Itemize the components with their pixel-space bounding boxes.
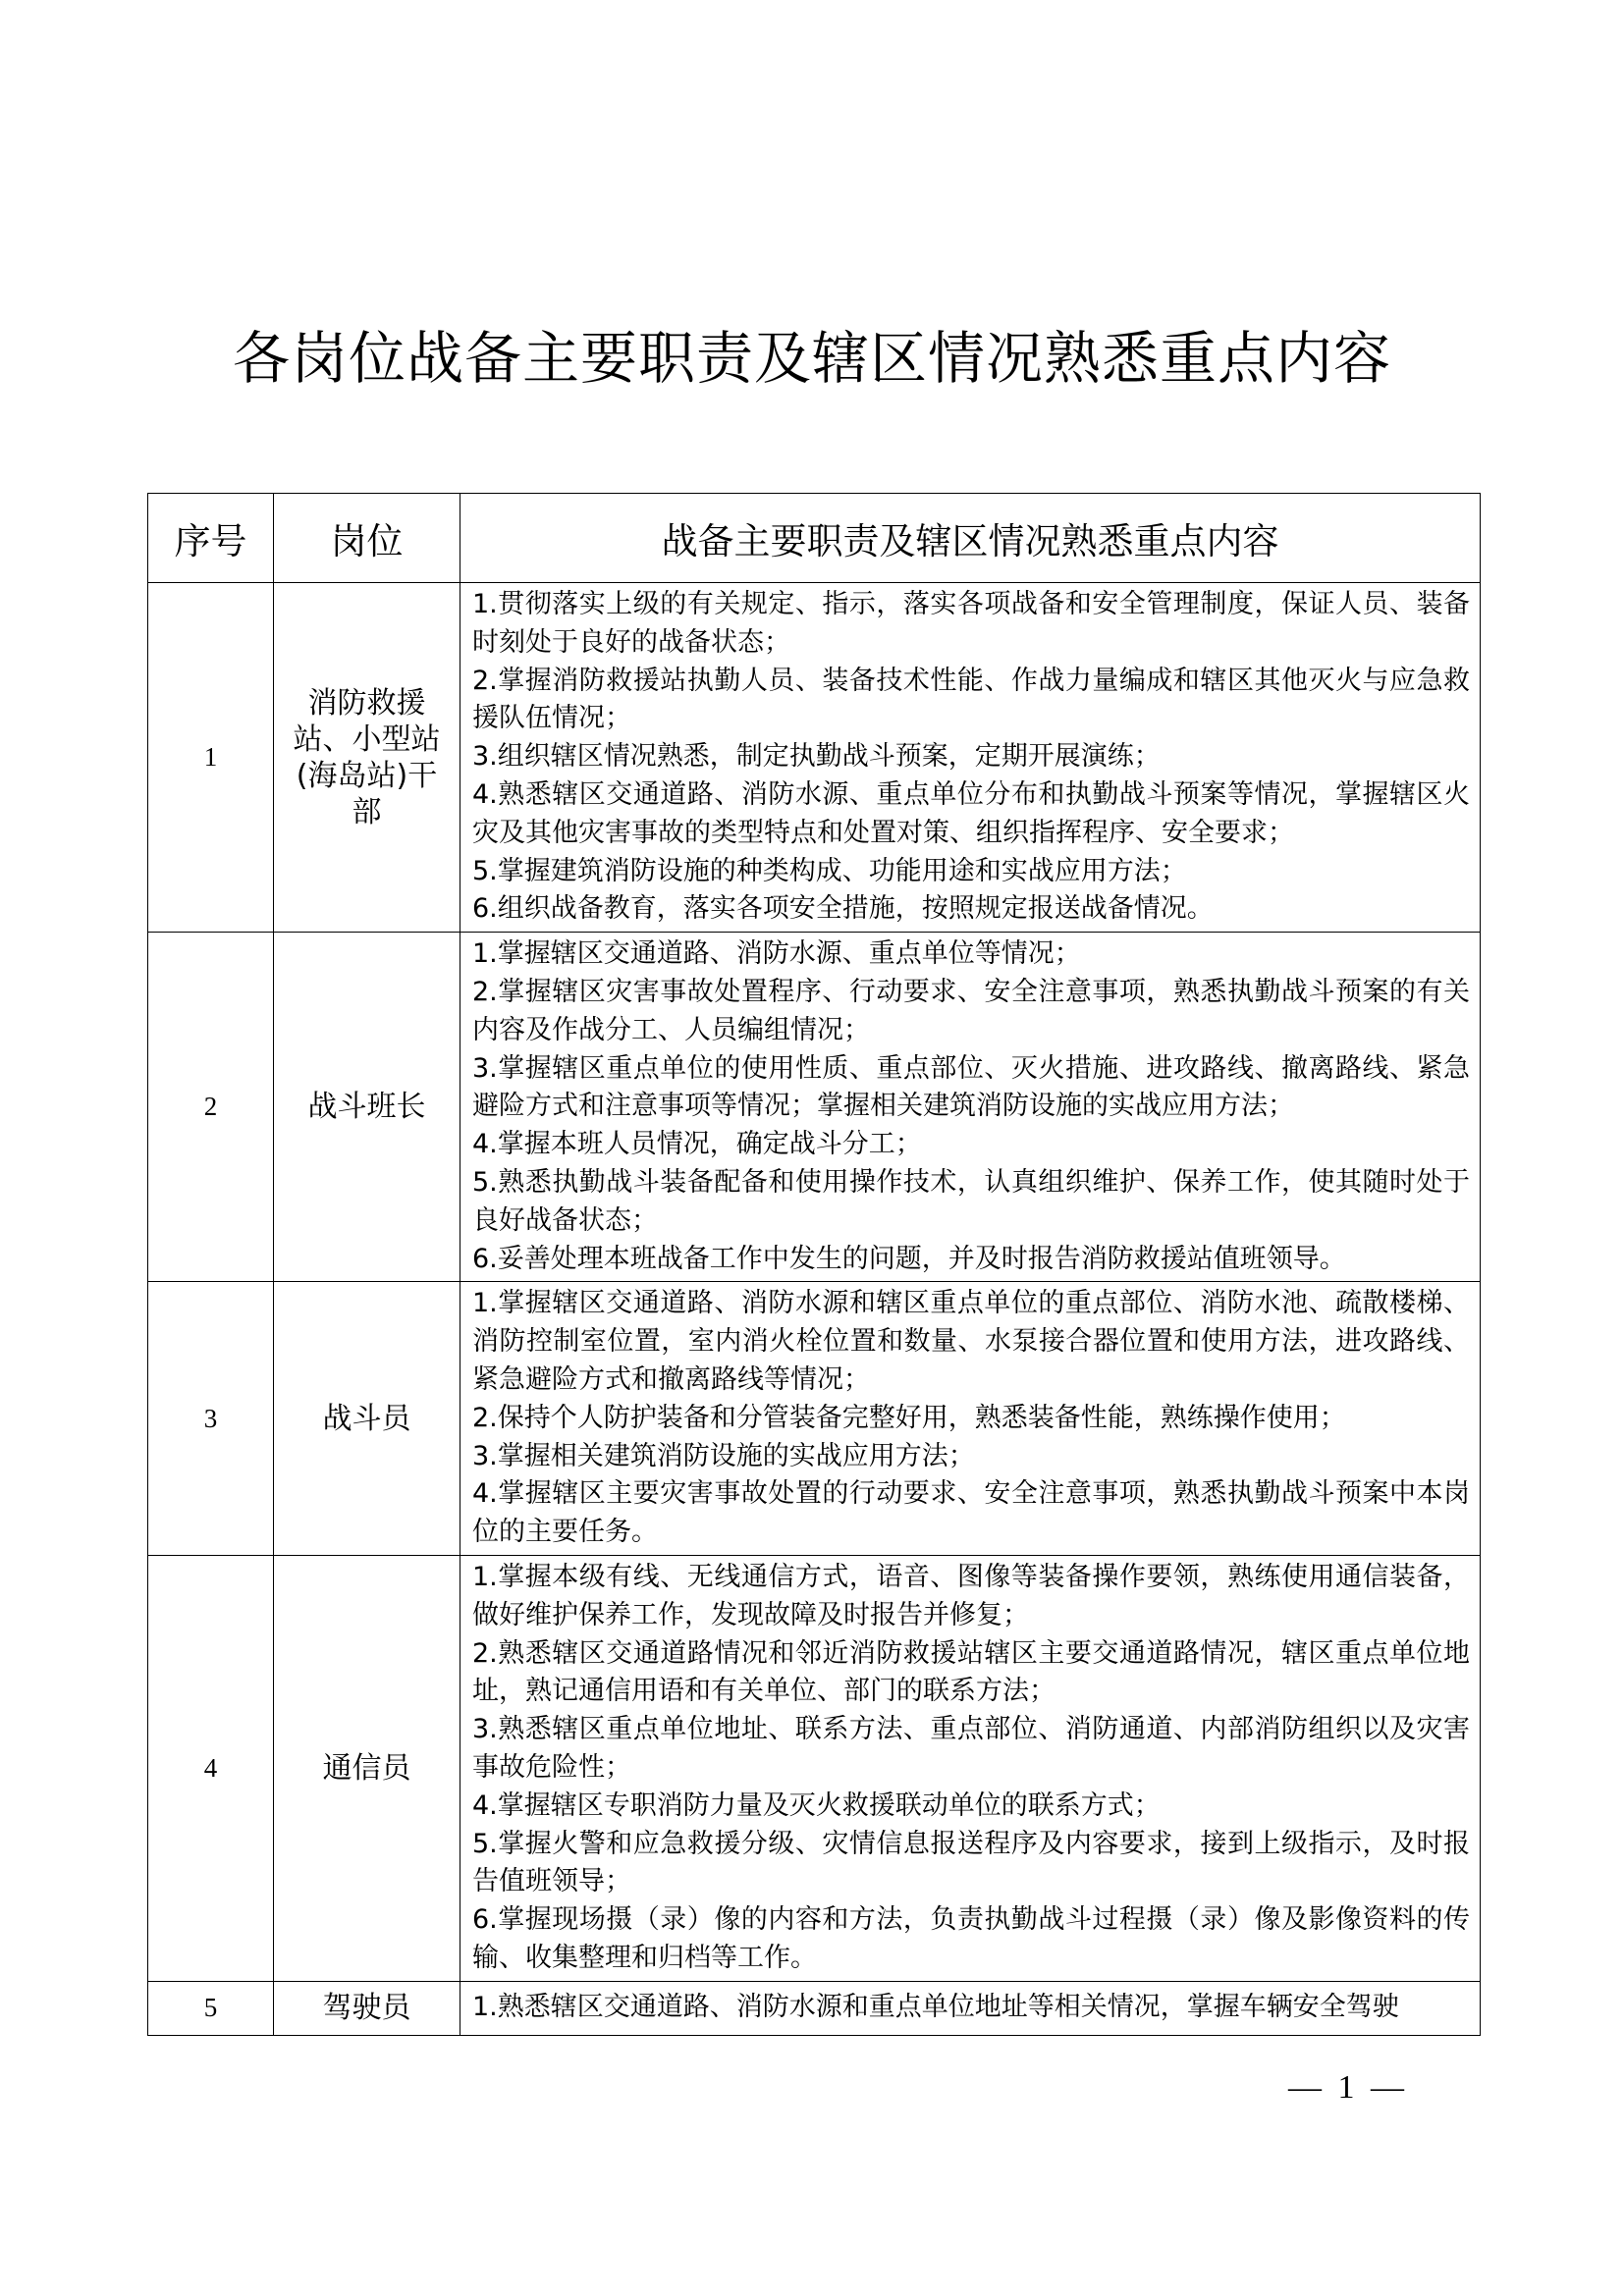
duty-item: 1.贯彻落实上级的有关规定、指示，落实各项战备和安全管理制度，保证人员、装备时刻处于良好的战备状态； xyxy=(472,589,1470,658)
duty-item: 1.掌握本级有线、无线通信方式，语音、图像等装备操作要领，熟练使用通信装备，做好维护保养工作，发现故障及时报告并修复； xyxy=(472,1561,1470,1630)
duty-item: 6.掌握现场摄（录）像的内容和方法，负责执勤战斗过程摄（录）像及影像资料的传输、收集整理和归档等工作。 xyxy=(472,1904,1470,1973)
row-position: 战斗员 xyxy=(274,1282,460,1556)
header-serial: 序号 xyxy=(148,494,274,583)
duty-item: 6.组织战备教育，落实各项安全措施，按照规定报送战备情况。 xyxy=(472,893,1214,925)
table-row xyxy=(148,1282,1481,1556)
row-position: 战斗班长 xyxy=(274,933,460,1282)
header-position: 岗位 xyxy=(274,494,460,583)
duty-item: 1.掌握辖区交通道路、消防水源和辖区重点单位的重点部位、消防水池、疏散楼梯、消防控制室位置，室内消火栓位置和数量、水泵接合器位置和使用方法，进攻路线、紧急避险方式和撤离路线等情况； xyxy=(472,1288,1470,1395)
row-position: 消防救援站、小型站(海岛站)干部 xyxy=(274,583,460,933)
duty-item: 5.熟悉执勤战斗装备配备和使用操作技术，认真组织维护、保养工作，使其随时处于良好战备状态； xyxy=(472,1166,1470,1236)
duty-item: 4.掌握本班人员情况，确定战斗分工； xyxy=(472,1129,922,1160)
duty-item: 3.熟悉辖区重点单位地址、联系方法、重点部位、消防通道、内部消防组织以及灾害事故危险性； xyxy=(472,1714,1470,1783)
duty-item: 6.妥善处理本班战备工作中发生的问题，并及时报告消防救援站值班领导。 xyxy=(472,1243,1346,1274)
duty-item: 3.掌握相关建筑消防设施的实战应用方法； xyxy=(472,1440,975,1471)
row-position: 通信员 xyxy=(274,1555,460,1981)
duty-item: 5.掌握火警和应急救援分级、灾情信息报送程序及内容要求，接到上级指示，及时报告值班领导； xyxy=(472,1828,1470,1897)
duty-item: 2.保持个人防护装备和分管装备完整好用，熟悉装备性能，熟练操作使用； xyxy=(472,1402,1346,1433)
duty-item: 2.掌握辖区灾害事故处置程序、行动要求、安全注意事项，熟悉执勤战斗预案的有关内容及作战分工、人员编组情况； xyxy=(472,976,1470,1045)
row-serial: 4 xyxy=(148,1555,274,1981)
duty-item: 2.熟悉辖区交通道路情况和邻近消防救援站辖区主要交通道路情况，辖区重点单位地址，熟记通信用语和有关单位、部门的联系方法； xyxy=(472,1637,1470,1707)
duty-item: 4.掌握辖区专职消防力量及灭火救援联动单位的联系方式； xyxy=(472,1789,1161,1821)
table-header-row xyxy=(148,494,1481,583)
duty-item: 5.掌握建筑消防设施的种类构成、功能用途和实战应用方法； xyxy=(472,855,1187,886)
table-row xyxy=(148,1981,1481,2035)
duty-item: 3.掌握辖区重点单位的使用性质、重点部位、灭火措施、进攻路线、撤离路线、紧急避险方式和注意事项等情况；掌握相关建筑消防设施的实战应用方法； xyxy=(472,1052,1470,1122)
row-duties xyxy=(460,1282,1481,1556)
duty-item: 2.掌握消防救援站执勤人员、装备技术性能、作战力量编成和辖区其他灭火与应急救援队伍情况； xyxy=(472,665,1470,734)
row-serial: 1 xyxy=(148,583,274,933)
table-row xyxy=(148,933,1481,1282)
row-duties xyxy=(460,1555,1481,1981)
page-number: — 1 — xyxy=(1288,2069,1408,2106)
duty-item: 3.组织辖区情况熟悉，制定执勤战斗预案，定期开展演练； xyxy=(472,741,1161,773)
table-row xyxy=(148,1555,1481,1981)
duty-item: 4.熟悉辖区交通道路、消防水源、重点单位分布和执勤战斗预案等情况，掌握辖区火灾及其他灾害事故的类型特点和处置对策、组织指挥程序、安全要求； xyxy=(472,778,1470,848)
row-position: 驾驶员 xyxy=(274,1981,460,2035)
table-row xyxy=(148,583,1481,933)
header-content: 战备主要职责及辖区情况熟悉重点内容 xyxy=(460,494,1481,583)
duty-item: 1.掌握辖区交通道路、消防水源、重点单位等情况； xyxy=(472,938,1081,970)
row-serial: 2 xyxy=(148,933,274,1282)
row-duties xyxy=(460,583,1481,933)
row-duties xyxy=(460,933,1481,1282)
row-duties xyxy=(460,1981,1481,2035)
duty-item: 1.熟悉辖区交通道路、消防水源和重点单位地址等相关情况，掌握车辆安全驾驶 xyxy=(472,1992,1399,2023)
row-serial: 5 xyxy=(148,1981,274,2035)
duty-table xyxy=(147,493,1481,2036)
page-title: 各岗位战备主要职责及辖区情况熟悉重点内容 xyxy=(232,325,1391,392)
duty-item: 4.掌握辖区主要灾害事故处置的行动要求、安全注意事项，熟悉执勤战斗预案中本岗位的主要任务。 xyxy=(472,1478,1470,1548)
row-serial: 3 xyxy=(148,1282,274,1556)
